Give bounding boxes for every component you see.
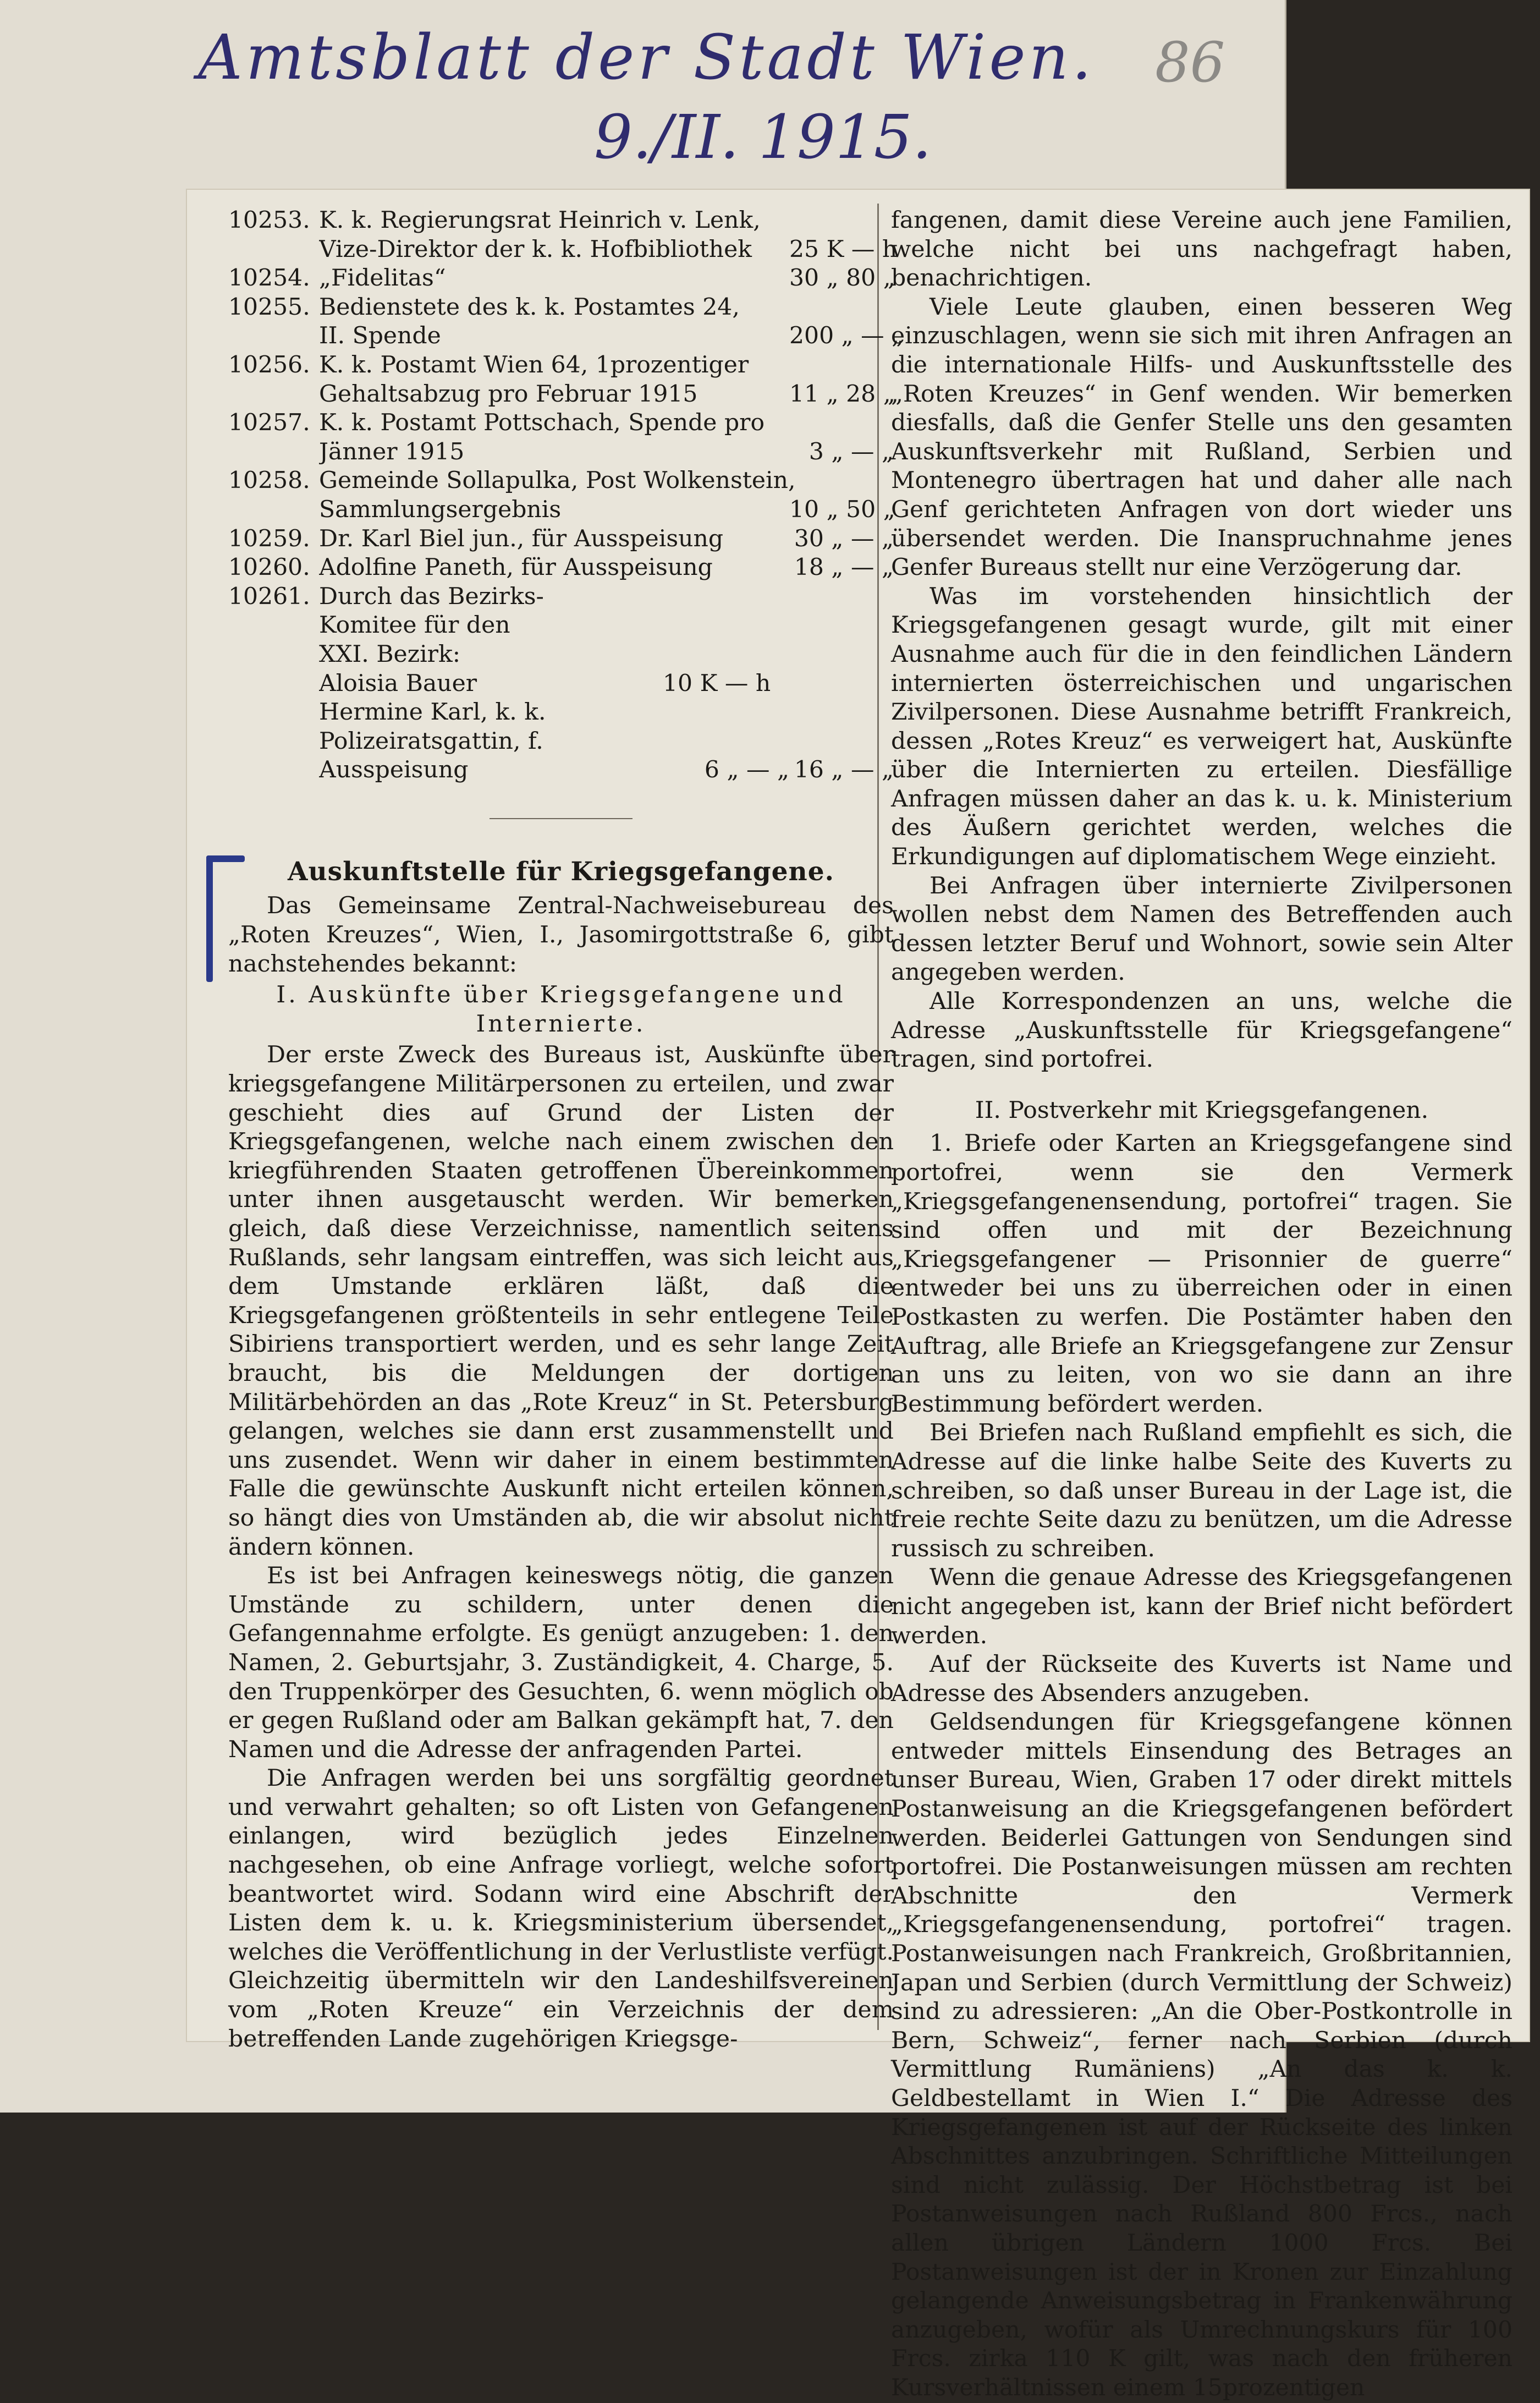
donation-text: „Fidelitas“	[319, 265, 446, 292]
paragraph: Wenn die genaue Adresse des Kriegsgefangenen nicht angegeben ist, kann der Brief nicht befördert werden.	[891, 1564, 1513, 1649]
donation-entry	[228, 525, 894, 554]
paragraph: Bei Briefen nach Rußland empfiehlt es sich, die Adresse auf die linke halbe Seite des Kuverts zu schreiben, so daß unser Bureau in der Lage ist, die freie rechte Seite dazu zu benützen, um die Adresse russisch zu schreiben.	[891, 1419, 1513, 1562]
paragraph: fangenen, damit diese Vereine auch jene Familien, welche nicht bei uns nachgefragt haben, benachrichtigen.	[891, 207, 1513, 292]
paragraph: Auf der Rückseite des Kuverts ist Name und Adresse des Absenders anzugeben.	[891, 1651, 1513, 1707]
donation-text: Jänner 1915	[319, 438, 465, 465]
donation-entry	[228, 409, 894, 467]
paragraph: Viele Leute glauben, einen besseren Weg einzuschlagen, wenn sie sich mit ihren Anfragen an die internationale Hilfs- und Auskunftsstelle des „Roten Kreuzes“ in Genf wenden. Wir bemerken diesfalls, daß die Genfer Stelle uns den gesamten Auskunftsverkehr mit Rußland, Serbien und Montenegro übertragen hat und daher alle nach Genf gerichteten Anfragen von dort wieder uns übersendet werden. Die Inanspruchnahme jenes Genfer Bureaus stellt nur eine Verzögerung dar.	[891, 293, 1513, 581]
handwritten-date: 9./II. 1915.	[594, 102, 932, 172]
blue-pencil-mark	[206, 855, 213, 982]
donation-amount: 10 „ 50 „	[789, 496, 895, 523]
donation-number: 10255.	[228, 293, 310, 321]
donation-entry	[228, 553, 894, 583]
donation-number	[228, 438, 319, 467]
donation-entry	[228, 206, 898, 264]
paragraph: Geldsendungen für Kriegsgefangene können entweder mittels Einsendung des Betrages an unser Bureau, Wien, Graben 17 oder direkt mittels Postanweisung an die Kriegsgefangenen befördert werden. Beiderlei Gattungen von Sendungen sind portofrei. Die Postanweisungen müssen am rechten Abschnitte den Vermerk „Kriegsgefangenensendung, portofrei“ tragen. Postanweisungen nach Frankreich, Großbritannien, Japan und Serbien (durch Vermittlung der Schweiz) sind zu adressieren: „An die Ober-Postkontrolle in Bern, Schweiz“, ferner nach Serbien (durch Vermittlung Rumäniens) „An das k. k. Geldbestellamt in Wien I.“ Die Adresse des Kriegsgefangenen ist auf der Rückseite des linken Abschnittes anzubringen. Schriftliche Mitteilungen sind nicht zulässig. Der Höchstbetrag ist bei Postanweisungen nach Rußland 800 Frcs., nach allen übrigen Ländern 1000 Frcs. Bei Postanweisungen ist der in Kronen zur Einzahlung gelangende Anweisungsbetrag in Frankenwährung anzugeben, wofür als Umrechnungskurs für 100 Frcs. zirka 110 K gilt, was nach den früheren Kursverhältnissen einem 15prozentigen	[891, 1709, 1513, 2401]
donation-number: 10256.	[228, 351, 310, 378]
donation-entry	[228, 351, 894, 409]
handwritten-title: Amtsblatt der Stadt Wien.	[198, 22, 1095, 94]
donation-text: Bedienstete des k. k. Postamtes 24,	[319, 293, 740, 321]
section-heading-1: I. Auskünfte über Kriegsgefangene und Internierte.	[276, 981, 846, 1038]
donation-number: 10259.	[228, 525, 310, 552]
article-intro: Das Gemeinsame Zentral-Nachweisebureau des „Roten Kreuzes“, Wien, I., Jasomirgottstraße 6, gibt nachstehendes bekannt:	[228, 892, 894, 978]
donation-number: 10253.	[228, 207, 310, 234]
donation-entry	[228, 264, 894, 293]
donation-text: Vize-Direktor der k. k. Hofbibliothek	[319, 235, 752, 263]
donation-amount: 30 „ — „	[794, 525, 894, 552]
donation-list	[228, 206, 904, 583]
donation-number: 10257.	[228, 409, 310, 437]
donation-number	[228, 322, 319, 351]
paragraph: Was im vorstehenden hinsichtlich der Kriegsgefangenen gesagt wurde, gilt mit einer Ausnahme auch für die in den feindlichen Ländern internierten österreichischen und ungarischen Zivilpersonen. Diese Ausnahme betrifft Frankreich, dessen „Rotes Kreuz“ es verweigert hat, Auskünfte über die Internierten zu erteilen. Diesfällige Anfragen müssen daher an das k. u. k. Ministerium des Äußern gerichtet werden, welches die Erkundigungen auf diplomatischem Wege einzieht.	[891, 583, 1513, 871]
donation-text: Adolfine Paneth, für Ausspeisung	[319, 554, 713, 581]
section-heading-2: II. Postverkehr mit Kriegsgefangenen.	[975, 1096, 1429, 1124]
right-column	[891, 206, 1513, 2403]
donation-entry	[228, 293, 904, 351]
donation-amount: 3 „ — „	[809, 438, 894, 465]
donation-text: K. k. Regierungsrat Heinrich v. Lenk,	[319, 207, 761, 234]
donation-entry	[228, 467, 894, 524]
donation-text: K. k. Postamt Pottschach, Spende pro	[319, 409, 765, 437]
paragraph: Der erste Zweck des Bureaus ist, Auskünfte über kriegsgefangene Militärpersonen zu erteilen, und zwar geschieht dies auf Grund der Listen der Kriegsgefangenen, welche nach einem zwischen den kriegführenden Staaten getroffenen Übereinkommen unter ihnen ausgetauscht werden. Wir bemerken gleich, daß diese Verzeichnisse, namentlich seitens Rußlands, sehr langsam eintreffen, was sich leicht aus dem Umstande erklären läßt, daß die Kriegsgefangenen größtenteils in sehr entlegene Teile Sibiriens transportiert werden, und es sehr lange Zeit braucht, bis die Meldungen der dortigen Militärbehörden an das „Rote Kreuz“ in St. Petersburg gelangen, welches sie dann erst zusammenstellt und uns zusendet. Wenn wir daher in einem bestimmten Falle die gewünschte Auskunft nicht erteilen können, so hängt dies von Umständen ab, die wir absolut nicht ändern können.	[228, 1041, 894, 1561]
newspaper-clipping	[187, 190, 1529, 2401]
paragraph: Alle Korrespondenzen an uns, welche die Adresse „Auskunftsstelle für Kriegsgefangene“ tragen, sind portofrei.	[891, 988, 1513, 1073]
donation-number: 10260.	[228, 554, 310, 581]
donation-text: II. Spende	[319, 322, 441, 350]
paragraph: Die Anfragen werden bei uns sorgfältig geordnet und verwahrt gehalten; so oft Listen von Gefangenen einlangen, wird bezüglich jedes Einzelnen nachgesehen, ob eine Anfrage vorliegt, welche sofort beantwortet wird. Sodann wird eine Abschrift der Listen dem k. u. k. Kriegsministerium übersendet, welches die Veröffentlichung in der Verlustliste verfügt. Gleichzeitig übermitteln wir den Landeshilfsvereinen vom „Roten Kreuze“ ein Verzeichnis der dem betreffenden Lande zugehörigen Kriegsge-	[228, 1765, 894, 2053]
donation-amount: 25 K — h	[789, 235, 898, 263]
paragraph: Bei Anfragen über internierte Zivilpersonen wollen nebst dem Namen des Betreffenden auch dessen letzter Beruf und Wohnort, sowie sein Alter angegeben werden.	[891, 872, 1513, 986]
donation-number: 10254.	[228, 265, 310, 292]
donation-number	[228, 235, 319, 265]
donation-text: Gehaltsabzug pro Februar 1915	[319, 380, 698, 408]
donation-number	[228, 496, 319, 525]
donation-amount: 30 „ 80 „	[789, 265, 895, 292]
paragraph: 1. Briefe oder Karten an Kriegsgefangene sind portofrei, wenn sie den Vermerk „Kriegsgefangenensendung, portofrei“ tragen. Sie sind offen und mit der Bezeichnung „Kriegsgefangener — Prisonnier de guerre“ entweder bei uns zu überreichen oder in einen Postkasten zu werfen. Die Postämter haben den Auftrag, alle Briefe an Kriegsgefangene zur Zensur an uns zu leiten, von wo sie dann an ihre Bestimmung befördert werden.	[891, 1130, 1513, 1418]
section-rule	[490, 818, 632, 819]
donation-text: K. k. Postamt Wien 64, 1prozentiger	[319, 351, 749, 378]
donation-text: Gemeinde Sollapulka, Post Wolkenstein,	[319, 467, 796, 495]
archive-number: 86	[1155, 30, 1225, 95]
donation-number	[228, 380, 319, 409]
left-column	[228, 206, 904, 2054]
donation-amount: 11 „ 28 „	[789, 380, 895, 408]
donation-amount: 200 „ — „	[789, 322, 904, 350]
donation-amount: 18 „ — „	[794, 554, 894, 581]
donation-text: Sammlungsergebnis	[319, 496, 562, 523]
article-heading: Auskunftstelle für Kriegsgefangene.	[287, 856, 834, 887]
donation-text: Dr. Karl Biel jun., für Ausspeisung	[319, 525, 724, 552]
donation-entry-10261: 10261. Durch das Bezirks- Komitee für den XXI. Bezirk: Aloisia Bauer 10 K — h Hermine Karl, k. k. Polizeiratsgattin, f. Ausspeisung 6 „ — „ 16 „ — „	[228, 583, 894, 784]
donation-number: 10258.	[228, 467, 310, 495]
paragraph: Es ist bei Anfragen keineswegs nötig, die ganzen Umstände zu schildern, unter denen die Gefangennahme erfolgte. Es genügt anzugeben: 1. den Namen, 2. Geburtsjahr, 3. Zuständigkeit, 4. Charge, 5. den Truppenkörper des Gesuchten, 6. wenn möglich ob er gegen Rußland oder am Balkan gekämpft hat, 7. den Namen und die Adresse der anfragenden Partei.	[228, 1562, 894, 1763]
